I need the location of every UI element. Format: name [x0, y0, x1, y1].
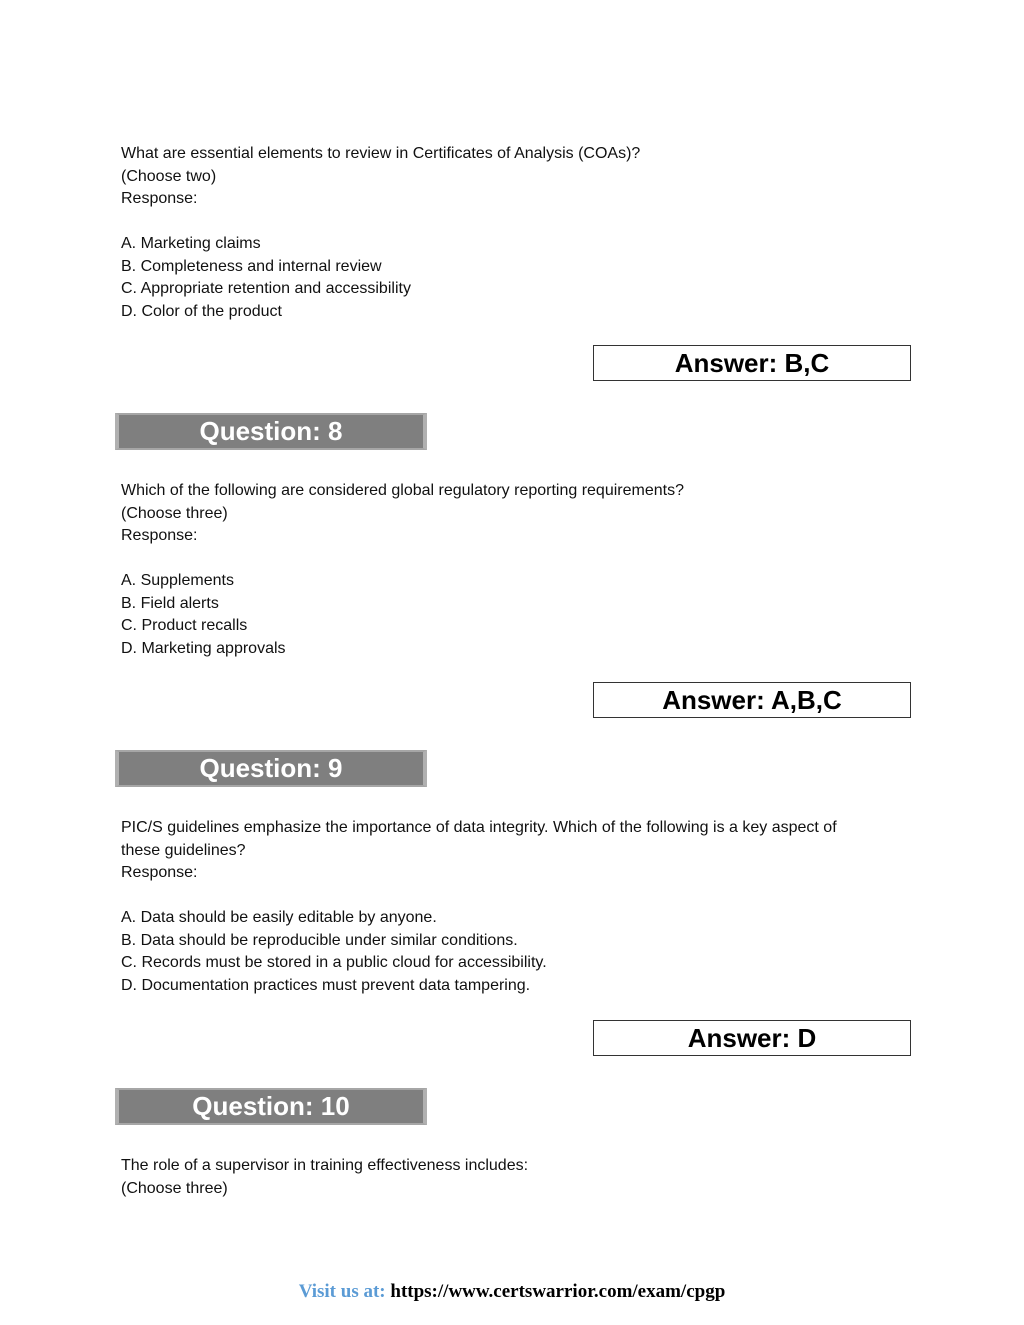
question-8-header	[115, 413, 427, 450]
question-9-option-c: C. Records must be stored in a public cloud for accessibility.	[121, 954, 547, 971]
question-7-response-label: Response:	[121, 190, 198, 207]
question-8-response-label: Response:	[121, 527, 198, 544]
question-9-text-line2: these guidelines?	[121, 841, 246, 859]
question-7-text: What are essential elements to review in Certificates of Analysis (COAs)?	[121, 145, 641, 162]
page-footer	[0, 1281, 1024, 1303]
question-7-answer-box	[593, 345, 911, 381]
question-9-option-d: D. Documentation practices must prevent data tampering.	[121, 976, 531, 994]
question-10-header	[115, 1088, 427, 1125]
question-10-text: The role of a supervisor in training effectiveness includes:	[121, 1157, 529, 1174]
question-9-option-a: A. Data should be easily editable by anyone.	[121, 909, 437, 926]
question-7-option-d: D. Color of the product	[121, 302, 282, 320]
question-8-text: Which of the following are considered global regulatory reporting requirements?	[121, 482, 684, 499]
question-9-text-line1: PIC/S guidelines emphasize the importance of data integrity. Which of the following is a key aspect of	[121, 819, 837, 836]
question-7-option-a: A. Marketing claims	[121, 235, 261, 252]
question-8-option-c: C. Product recalls	[121, 617, 248, 634]
question-9-response-label: Response:	[121, 864, 198, 881]
question-8-option-b: B. Field alerts	[121, 594, 219, 612]
question-9-answer: Answer: D	[687, 1022, 817, 1053]
question-8-option-d: D. Marketing approvals	[121, 639, 286, 657]
question-8-choose: (Choose three)	[121, 504, 228, 522]
question-9-block	[121, 817, 911, 997]
question-8-header-label: Question: 8	[199, 416, 343, 446]
question-8-option-a: A. Supplements	[121, 572, 234, 589]
question-7-block	[121, 143, 911, 323]
question-9-answer-box	[593, 1020, 911, 1056]
footer-label: Visit us at:	[298, 1281, 386, 1302]
question-7-option-b: B. Completeness and internal review	[121, 257, 382, 275]
question-9-header-label: Question: 9	[199, 753, 343, 783]
question-10-block	[121, 1155, 911, 1200]
question-10-choose: (Choose three)	[121, 1179, 228, 1197]
question-8-block	[121, 480, 911, 660]
question-10-header-label: Question: 10	[192, 1091, 350, 1121]
question-7-answer: Answer: B,C	[674, 347, 830, 378]
question-8-answer-box	[593, 682, 911, 718]
question-9-option-b: B. Data should be reproducible under similar conditions.	[121, 931, 518, 949]
footer-url-link[interactable]: https://www.certswarrior.com/exam/cpgp	[390, 1281, 726, 1302]
question-7-choose: (Choose two)	[121, 167, 217, 185]
question-7-option-c: C. Appropriate retention and accessibility	[121, 280, 411, 297]
question-9-header	[115, 750, 427, 787]
question-8-answer: Answer: A,B,C	[662, 684, 842, 715]
